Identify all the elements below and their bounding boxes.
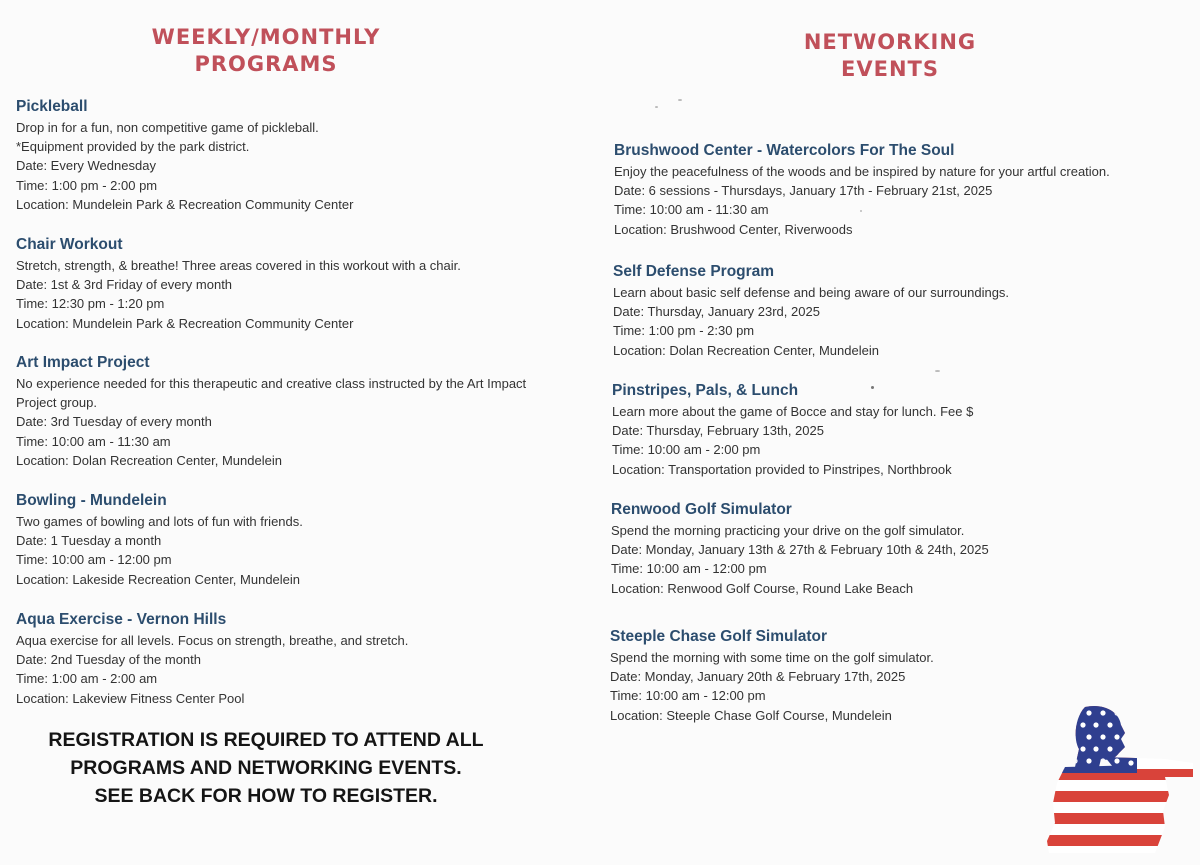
program-time: Time: 10:00 am - 11:30 am: [16, 433, 171, 449]
event-brushwood: [614, 141, 1184, 239]
program-description: Stretch, strength, & breathe! Three areas covered in this workout with a chair.: [16, 258, 461, 273]
event-title: Renwood Golf Simulator: [611, 501, 792, 518]
event-time: Time: 10:00 am - 11:30 am: [614, 202, 769, 218]
registration-line: REGISTRATION IS REQUIRED TO ATTEND ALL: [48, 729, 484, 751]
program-description: Project group.: [16, 395, 97, 411]
heading-line: PROGRAMS: [194, 52, 338, 76]
program-location: Location: Mundelein Park & Recreation Community Center: [16, 196, 354, 212]
event-location: Location: Dolan Recreation Center, Mundelein: [613, 342, 879, 358]
scan-speck: [935, 370, 940, 372]
program-location: Location: Lakeview Fitness Center Pool: [16, 690, 245, 706]
heading-line: NETWORKING: [803, 30, 977, 54]
weekly-monthly-heading: [16, 24, 516, 78]
heading-line: WEEKLY/MONTHLY: [151, 25, 381, 49]
program-location: Location: Lakeside Recreation Center, Mundelein: [16, 571, 301, 587]
event-renwood-golf: [611, 500, 1181, 598]
program-art-impact: [16, 353, 586, 470]
event-description: Enjoy the peacefulness of the woods and be inspired by nature for your artful creation.: [614, 164, 1110, 179]
event-pinstripes: [612, 381, 1182, 479]
event-description: Spend the morning practicing your drive on the golf simulator.: [611, 523, 965, 538]
event-location: Location: Transportation provided to Pinstripes, Northbrook: [612, 461, 952, 477]
program-location: Location: Mundelein Park & Recreation Community Center: [16, 315, 354, 331]
event-time: Time: 10:00 am - 12:00 pm: [610, 688, 766, 704]
program-time: Time: 12:30 pm - 1:20 pm: [16, 296, 165, 312]
program-date: Date: 1st & 3rd Friday of every month: [16, 277, 233, 293]
program-title: Chair Workout: [16, 236, 123, 253]
event-location: Location: Renwood Golf Course, Round Lake Beach: [611, 580, 914, 596]
program-title: Pickleball: [16, 98, 88, 115]
event-time: Time: 10:00 am - 12:00 pm: [611, 561, 767, 577]
scan-speck: [678, 99, 682, 101]
event-date: Date: 6 sessions - Thursdays, January 17th - February 21st, 2025: [614, 183, 993, 199]
scan-speck: [655, 106, 658, 108]
program-chair-workout: [16, 235, 586, 333]
program-note: *Equipment provided by the park district.: [16, 139, 250, 155]
event-self-defense: [613, 262, 1183, 360]
program-date: Date: 3rd Tuesday of every month: [16, 414, 212, 430]
scan-speck: [871, 386, 874, 389]
event-location: Location: Steeple Chase Golf Course, Mundelein: [610, 707, 892, 723]
program-time: Time: 1:00 pm - 2:00 pm: [16, 177, 158, 193]
program-date: Date: Every Wednesday: [16, 158, 156, 174]
program-description: Aqua exercise for all levels. Focus on strength, breathe, and stretch.: [16, 633, 409, 648]
event-title: Brushwood Center - Watercolors For The Soul: [614, 142, 955, 159]
program-description: No experience needed for this therapeutic and creative class instructed by the Art Impact: [16, 376, 527, 391]
scan-speck: [860, 210, 862, 212]
registration-line: PROGRAMS AND NETWORKING EVENTS.: [70, 757, 462, 779]
event-description: Learn more about the game of Bocce and stay for lunch. Fee $: [612, 404, 974, 419]
program-description: Two games of bowling and lots of fun with friends.: [16, 514, 303, 529]
program-time: Time: 1:00 am - 2:00 am: [16, 671, 158, 687]
program-time: Time: 10:00 am - 12:00 pm: [16, 552, 172, 568]
program-aqua-exercise: [16, 610, 586, 708]
program-description: Drop in for a fun, non competitive game of pickleball.: [16, 120, 319, 135]
event-time: Time: 1:00 pm - 2:30 pm: [613, 323, 755, 339]
program-date: Date: 1 Tuesday a month: [16, 533, 162, 549]
program-title: Aqua Exercise - Vernon Hills: [16, 611, 227, 628]
event-title: Self Defense Program: [613, 263, 775, 280]
event-description: Learn about basic self defense and being aware of our surroundings.: [613, 285, 1010, 300]
event-date: Date: Thursday, February 13th, 2025: [612, 423, 824, 439]
program-title: Art Impact Project: [16, 354, 150, 371]
event-location: Location: Brushwood Center, Riverwoods: [614, 221, 853, 237]
event-title: Steeple Chase Golf Simulator: [610, 628, 828, 645]
event-date: Date: Monday, January 13th & 27th & February 10th & 24th, 2025: [611, 542, 989, 558]
event-date: Date: Thursday, January 23rd, 2025: [613, 304, 820, 320]
heading-line: EVENTS: [841, 57, 939, 81]
saluting-soldier-flag-icon: [1045, 703, 1195, 855]
networking-heading: [710, 29, 1070, 83]
event-time: Time: 10:00 am - 2:00 pm: [612, 442, 761, 458]
program-date: Date: 2nd Tuesday of the month: [16, 652, 202, 668]
program-bowling: [16, 491, 586, 589]
program-title: Bowling - Mundelein: [16, 492, 167, 509]
registration-notice: [16, 726, 516, 810]
registration-line: SEE BACK FOR HOW TO REGISTER.: [94, 785, 438, 807]
event-title: Pinstripes, Pals, & Lunch: [612, 382, 799, 399]
program-location: Location: Dolan Recreation Center, Mundelein: [16, 452, 282, 468]
event-description: Spend the morning with some time on the golf simulator.: [610, 650, 934, 665]
program-pickleball: [16, 97, 586, 214]
event-date: Date: Monday, January 20th & February 17th, 2025: [610, 669, 906, 685]
